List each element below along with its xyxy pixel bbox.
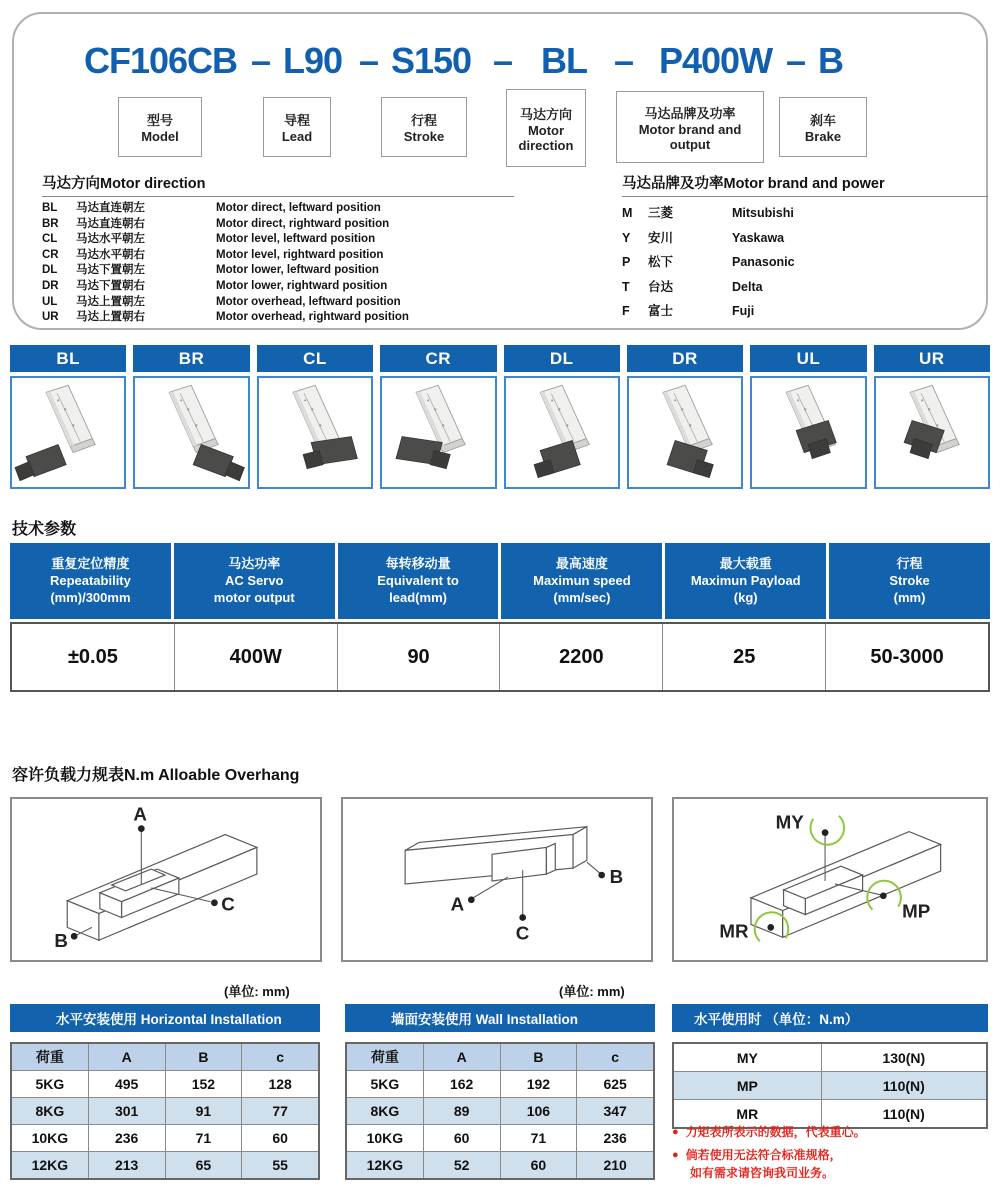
diagram-label-mp: MP <box>902 900 931 922</box>
zh: 马达下置朝左 <box>76 264 145 277</box>
en: AC Servo <box>224 573 284 588</box>
en: Stroke <box>889 573 930 588</box>
td: 192 <box>501 1071 578 1097</box>
zh: 行程 <box>896 556 923 571</box>
en: Maximun Payload <box>690 573 801 588</box>
spec-box-zh: 刹车 <box>809 113 836 128</box>
direction-card-bl <box>10 345 126 489</box>
dash: – <box>359 40 379 81</box>
actuator-photo-cr <box>380 376 496 489</box>
moment-table-bar: 水平使用时 （单位：N.m） <box>672 1004 988 1032</box>
list-item <box>42 279 514 295</box>
code: UL <box>42 295 58 308</box>
spec-box-motor-direction <box>506 89 586 167</box>
en: Equivalent to <box>377 573 459 588</box>
zh: 松下 <box>648 255 674 269</box>
direction-cards-row <box>10 345 990 489</box>
en: Panasonic <box>732 255 795 269</box>
td: 71 <box>166 1125 243 1151</box>
overhang-diagram-horizontal <box>10 797 322 962</box>
td: 52 <box>424 1152 501 1178</box>
table-row <box>674 1044 986 1072</box>
th-c: c <box>276 1049 285 1065</box>
direction-card-cr <box>380 345 496 489</box>
en: Motor lower, leftward position <box>216 264 379 277</box>
model-segment: S150 <box>391 40 472 81</box>
unit: lead(mm) <box>389 590 447 605</box>
td: 12KG <box>12 1152 89 1178</box>
td: 236 <box>603 1130 627 1146</box>
model-segment: B <box>818 40 843 81</box>
en: Mitsubishi <box>732 206 794 220</box>
unit: (kg) <box>733 590 758 605</box>
value-motor-output: 400W <box>175 624 338 690</box>
direction-card-br <box>133 345 249 489</box>
note-text: 如有需求请咨询我司业务。 <box>690 1166 835 1180</box>
model-segment: P400W <box>659 40 773 81</box>
td: 625 <box>603 1076 627 1092</box>
code: P <box>622 255 631 269</box>
actuator-photo-bl <box>10 376 126 489</box>
en: Fuji <box>732 304 755 318</box>
spec-box-zh: 马达方向 <box>519 106 572 122</box>
spec-box-zh: 马达品牌及功率 <box>644 105 736 121</box>
card-label: UL <box>750 345 866 372</box>
td: 65 <box>166 1152 243 1178</box>
zh: 台达 <box>648 279 674 294</box>
en: Motor direct, rightward position <box>216 217 390 230</box>
wall-installation-table <box>345 1042 655 1180</box>
value-stroke: 50-3000 <box>870 645 944 668</box>
diagram-label-b: B <box>609 865 624 887</box>
code: F <box>622 304 630 318</box>
wall-installation-bar: 墙面安装使用 Wall Installation <box>345 1004 655 1032</box>
spec-box-en: Brake <box>804 129 842 144</box>
actuator-photo-dr <box>627 376 743 489</box>
spec-box-en: Stroke <box>403 129 445 144</box>
model-segment: BL <box>541 40 587 81</box>
list-item <box>42 217 514 233</box>
table-header-row <box>347 1044 653 1071</box>
table-row <box>674 1072 986 1100</box>
td-mp: MP <box>674 1072 822 1099</box>
code: DR <box>42 279 59 292</box>
diagram-label-a: A <box>450 893 465 915</box>
card-label: DR <box>627 345 743 372</box>
direction-card-ul <box>750 345 866 489</box>
zh: 三菱 <box>648 206 674 220</box>
th-a: A <box>424 1044 501 1070</box>
spec-box-lead <box>263 97 331 157</box>
td: 495 <box>89 1071 166 1097</box>
list-item <box>42 263 514 279</box>
dash: – <box>251 40 271 81</box>
td: 89 <box>424 1098 501 1124</box>
dash: – <box>493 40 513 81</box>
zh: 富士 <box>648 304 674 318</box>
td: 162 <box>424 1071 501 1097</box>
card-label: UR <box>874 345 990 372</box>
zh: 马达直连朝左 <box>76 202 145 214</box>
value-max-payload: 25 <box>663 624 826 690</box>
note-line <box>690 1165 994 1181</box>
list-item <box>622 299 988 324</box>
en: Motor level, leftward position <box>216 233 376 246</box>
actuator-photo-br <box>133 376 249 489</box>
spec-box-motor-brand <box>616 91 764 163</box>
spec-box-en: Motor direction <box>518 122 574 153</box>
zh: 最高速度 <box>555 556 608 571</box>
code: CR <box>42 248 59 261</box>
card-label: CR <box>380 345 496 372</box>
moment-table <box>672 1042 988 1129</box>
td: 8KG <box>347 1098 424 1124</box>
list-item <box>622 226 988 251</box>
td-mr: MR <box>674 1100 822 1127</box>
td-mr-value: 110(N) <box>882 1105 925 1122</box>
spec-box-zh: 型号 <box>146 113 173 128</box>
direction-card-ur <box>874 345 990 489</box>
motor-brand-title: 马达品牌及功率Motor brand and power <box>622 172 988 197</box>
zh: 安川 <box>648 230 674 245</box>
spec-box-model <box>118 97 202 157</box>
table-row <box>347 1125 653 1152</box>
unit: (mm) <box>893 590 926 605</box>
list-item <box>42 232 514 248</box>
tech-params-header-row <box>10 543 990 619</box>
td: 8KG <box>12 1098 89 1124</box>
spec-box-en: Model <box>141 129 179 144</box>
value-repeatability: ±0.05 <box>12 624 175 690</box>
unit: (mm)/300mm <box>50 590 131 605</box>
spec-box-brake <box>779 97 867 157</box>
tech-col-stroke <box>829 543 990 619</box>
note-line <box>672 1124 994 1140</box>
td: 301 <box>89 1098 166 1124</box>
card-label: BR <box>133 345 249 372</box>
td: 60 <box>501 1152 578 1178</box>
tech-params-value-row <box>10 622 990 692</box>
model-segment: CF106CB <box>84 40 238 81</box>
overhang-title: 容许负载力规表N.m Alloable Overhang <box>12 767 300 784</box>
unit: (mm/sec) <box>553 590 611 605</box>
td: 60 <box>424 1125 501 1151</box>
td: 347 <box>603 1103 627 1119</box>
spec-box-zh: 行程 <box>410 113 437 128</box>
note-line <box>672 1147 994 1163</box>
tech-col-max-payload <box>665 543 829 619</box>
motor-direction-list <box>42 172 514 326</box>
en: Repeatability <box>49 573 131 588</box>
motor-brand-list <box>622 172 988 324</box>
diagram-label-my: MY <box>775 811 804 833</box>
code: BR <box>42 217 59 230</box>
dash: – <box>614 40 634 81</box>
table-header-row <box>12 1044 318 1071</box>
model-segment: L90 <box>283 40 343 81</box>
code: M <box>622 206 633 220</box>
list-item <box>42 295 514 311</box>
zh: 马达上置朝左 <box>76 295 145 308</box>
actuator-photo-ur <box>874 376 990 489</box>
table-row <box>12 1152 318 1178</box>
en: Motor lower, rightward position <box>216 279 388 292</box>
th-b: B <box>166 1044 243 1070</box>
th-load: 荷重 <box>347 1044 424 1070</box>
code: Y <box>622 230 631 245</box>
zh: 每转移动量 <box>385 556 451 571</box>
diagram-label-a: A <box>133 803 147 825</box>
table-row <box>347 1098 653 1125</box>
td-mp-value: 110(N) <box>882 1077 925 1094</box>
note-text: 倘若使用无法符合标准规格， <box>685 1148 842 1162</box>
en: Delta <box>732 279 763 294</box>
direction-card-dr <box>627 345 743 489</box>
list-item <box>42 310 514 326</box>
card-label: BL <box>10 345 126 372</box>
td-my-value: 130(N) <box>882 1049 926 1066</box>
th-b: B <box>501 1044 578 1070</box>
list-item <box>622 275 988 300</box>
overhang-diagram-moments <box>672 797 988 962</box>
tech-params-title: 技术参数 <box>12 521 77 538</box>
en: Yaskawa <box>732 230 785 245</box>
td: 12KG <box>347 1152 424 1178</box>
diagram-label-b: B <box>54 930 68 952</box>
code: DL <box>42 264 58 277</box>
td: 128 <box>268 1076 292 1092</box>
unit: motor output <box>213 590 295 605</box>
en: Maximun speed <box>533 573 631 588</box>
code: BL <box>42 202 58 214</box>
value-max-speed: 2200 <box>500 624 663 690</box>
zh: 马达下置朝右 <box>76 279 145 292</box>
model-code-panel <box>12 12 988 330</box>
zh: 马达功率 <box>228 556 281 571</box>
tech-col-lead <box>338 543 502 619</box>
table-row <box>347 1152 653 1178</box>
list-item <box>42 201 514 217</box>
zh: 马达水平朝左 <box>76 233 145 246</box>
horizontal-installation-bar: 水平安装使用 Horizontal Installation <box>10 1004 320 1032</box>
td: 55 <box>272 1157 288 1173</box>
dash: – <box>786 40 806 81</box>
td: 10KG <box>12 1125 89 1151</box>
th-load: 荷重 <box>12 1044 89 1070</box>
unit-label-mm: (单位: mm) <box>224 984 290 999</box>
en: Motor direct, leftward position <box>216 202 381 214</box>
en: Motor overhead, rightward position <box>216 311 409 324</box>
td: 210 <box>603 1157 627 1173</box>
zh: 马达直连朝右 <box>76 217 145 230</box>
direction-card-dl <box>504 345 620 489</box>
zh: 最大载重 <box>719 556 772 571</box>
td: 213 <box>89 1152 166 1178</box>
td: 5KG <box>347 1071 424 1097</box>
actuator-photo-ul <box>750 376 866 489</box>
tech-col-repeatability <box>10 543 174 619</box>
diagram-label-mr: MR <box>719 920 749 942</box>
code: UR <box>42 311 59 324</box>
actuator-photo-cl <box>257 376 373 489</box>
value-lead: 90 <box>338 624 501 690</box>
unit-label-mm: (单位: mm) <box>559 984 625 999</box>
th-a: A <box>89 1044 166 1070</box>
td: 106 <box>501 1098 578 1124</box>
tech-col-motor-output <box>174 543 338 619</box>
diagram-label-c: C <box>515 922 530 944</box>
en: Motor overhead, leftward position <box>216 295 401 308</box>
spec-box-en: Lead <box>281 129 313 144</box>
table-row <box>347 1071 653 1098</box>
bullet-icon: ● <box>672 1126 679 1138</box>
zh: 马达水平朝右 <box>76 248 145 261</box>
direction-card-cl <box>257 345 373 489</box>
actuator-photo-dl <box>504 376 620 489</box>
table-row <box>674 1100 986 1127</box>
td: 5KG <box>12 1071 89 1097</box>
zh: 重复定位精度 <box>51 556 130 571</box>
code: CL <box>42 233 58 246</box>
motor-direction-title: 马达方向Motor direction <box>42 172 514 197</box>
horizontal-installation-table <box>10 1042 320 1180</box>
td: 91 <box>166 1098 243 1124</box>
list-item <box>622 250 988 275</box>
red-notes <box>672 1124 994 1188</box>
th-c: c <box>611 1049 620 1065</box>
spec-box-stroke <box>381 97 467 157</box>
bullet-icon: ● <box>672 1149 679 1161</box>
card-label: DL <box>504 345 620 372</box>
list-item <box>622 201 988 226</box>
spec-box-en: Motor brand and output <box>638 121 742 152</box>
tech-col-max-speed <box>501 543 665 619</box>
card-label: CL <box>257 345 373 372</box>
spec-box-zh: 导程 <box>283 113 310 128</box>
table-row <box>12 1125 318 1152</box>
td: 152 <box>166 1071 243 1097</box>
td: 10KG <box>347 1125 424 1151</box>
table-row <box>12 1071 318 1098</box>
note-text: 力矩表所表示的数据，代表重心。 <box>685 1125 866 1139</box>
td: 71 <box>501 1125 578 1151</box>
diagram-label-c: C <box>221 893 235 915</box>
code: T <box>622 279 630 294</box>
table-row <box>12 1098 318 1125</box>
overhang-diagram-wall <box>341 797 653 962</box>
list-item <box>42 248 514 264</box>
td-my: MY <box>674 1044 822 1071</box>
td: 60 <box>272 1130 288 1146</box>
td: 77 <box>272 1103 288 1119</box>
td: 236 <box>89 1125 166 1151</box>
en: Motor level, rightward position <box>216 248 384 261</box>
zh: 马达上置朝右 <box>76 311 145 324</box>
